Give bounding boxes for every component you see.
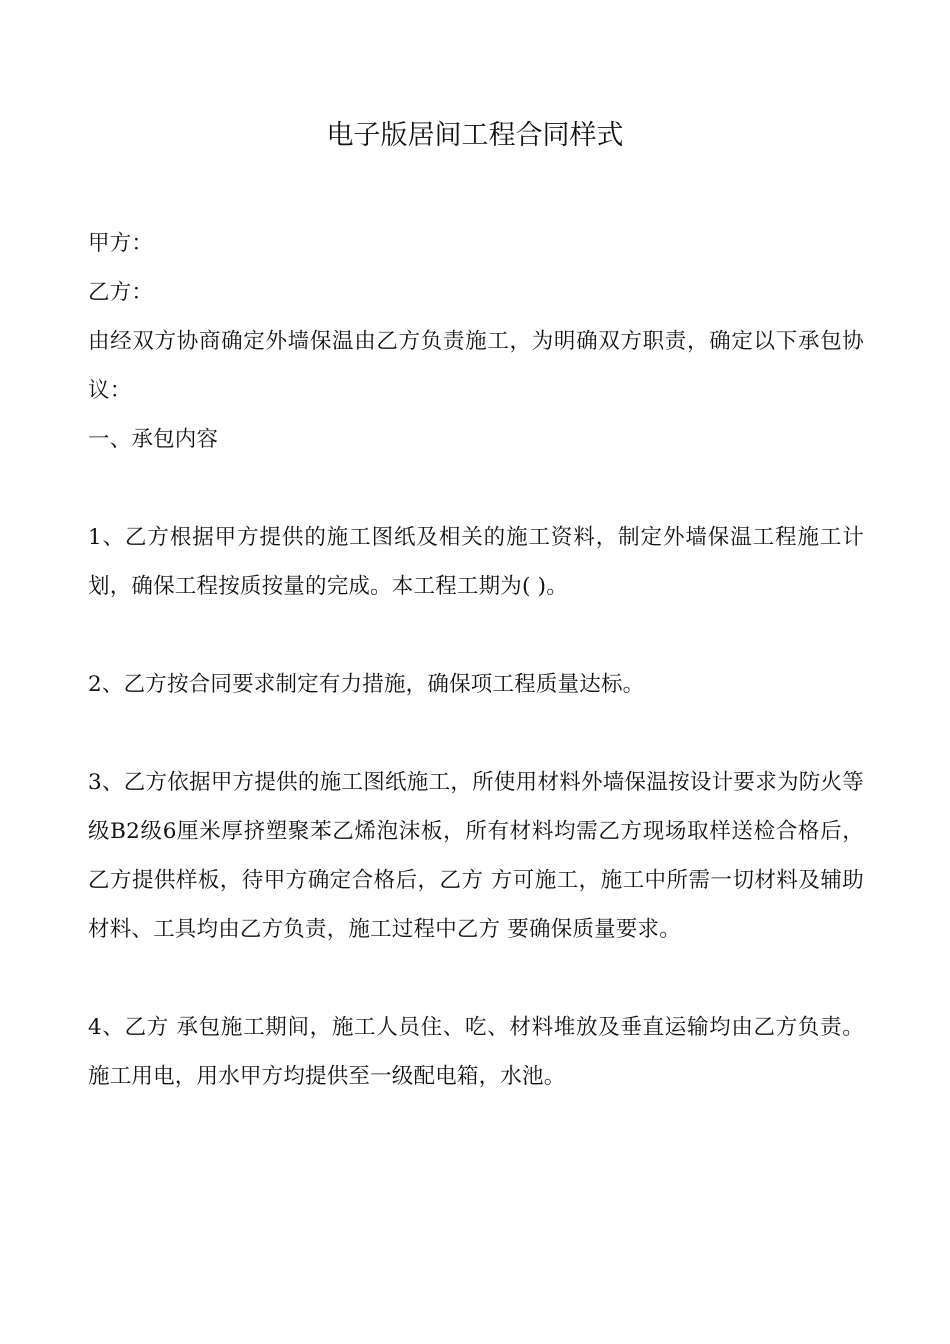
party-a-line: 甲方： xyxy=(88,231,154,256)
clause-4: 4、乙方 承包施工期间，施工人员住、吃、材料堆放及垂直运输均由乙方负责。施工用电，用水甲方均提供至一级配电箱，水池。 xyxy=(88,1015,864,1089)
clause-3: 3、乙方依据甲方提供的施工图纸施工，所使用材料外墙保温按设计要求为防火等级B2级6厘米厚挤塑聚苯乙烯泡沫板，所有材料均需乙方现场取样送检合格后，乙方提供样板，待甲方确定合格后，乙方 方可施工，施工中所需一切材料及辅助材料、工具均由乙方负责，施工过程中乙方 要确保质量要求。 xyxy=(88,770,864,942)
clause-2: 2、乙方按合同要求制定有力措施，确保项工程质量达标。 xyxy=(88,672,645,697)
document-body xyxy=(88,219,864,1101)
intro-paragraph: 由经双方协商确定外墙保温由乙方负责施工，为明确双方职责，确定以下承包协议： xyxy=(88,329,864,403)
section-heading: 一、承包内容 xyxy=(88,427,219,452)
clause-1: 1、乙方根据甲方提供的施工图纸及相关的施工资料，制定外墙保温工程施工计划，确保工程按质按量的完成。本工程工期为( )。 xyxy=(88,525,864,599)
party-b-line: 乙方： xyxy=(88,280,154,305)
document-title: 电子版居间工程合同样式 xyxy=(326,120,624,151)
